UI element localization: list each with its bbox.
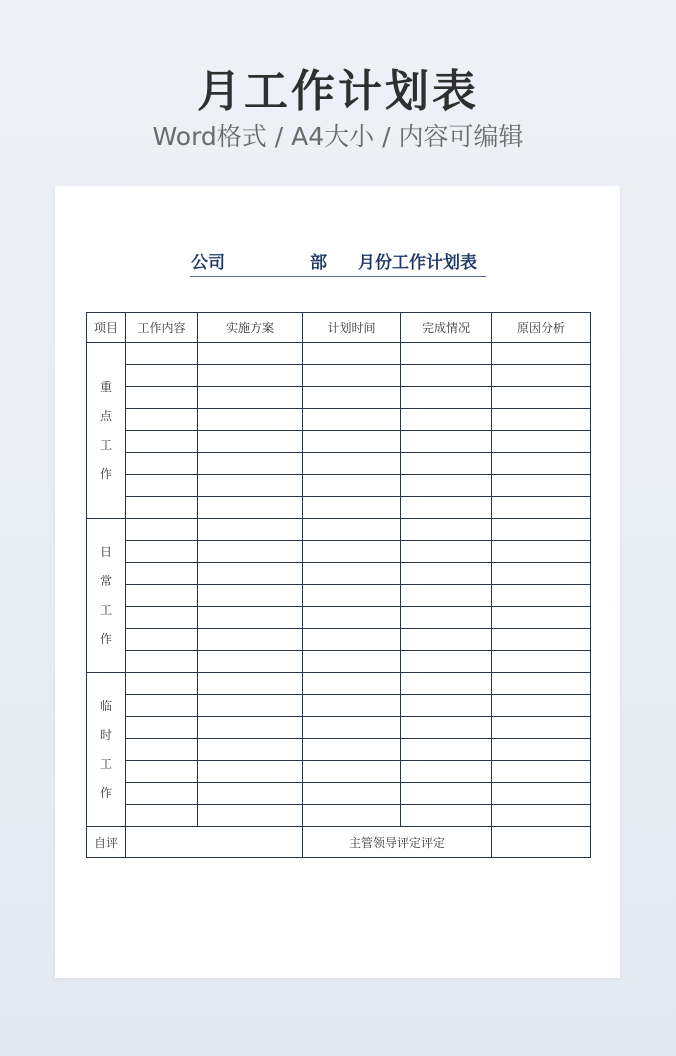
table-cell[interactable] (401, 717, 492, 739)
section-label-char: 工 (99, 756, 112, 771)
table-cell[interactable] (492, 387, 591, 409)
table-cell[interactable] (198, 761, 303, 783)
table-cell[interactable] (401, 563, 492, 585)
table-cell[interactable] (198, 651, 303, 673)
table-cell[interactable] (126, 563, 198, 585)
table-cell[interactable] (492, 497, 591, 519)
table-cell[interactable] (492, 541, 591, 563)
column-header-time: 计划时间 (303, 313, 401, 343)
table-cell[interactable] (303, 431, 401, 453)
table-row (87, 519, 591, 541)
section-label (87, 343, 126, 519)
section-label-char: 点 (99, 408, 112, 423)
table-cell[interactable] (126, 387, 198, 409)
table-cell[interactable] (303, 409, 401, 431)
table-cell[interactable] (198, 387, 303, 409)
table-cell[interactable] (126, 453, 198, 475)
table-cell[interactable] (492, 673, 591, 695)
table-cell[interactable] (126, 365, 198, 387)
page-title: 月工作计划表 (197, 66, 479, 117)
table-cell[interactable] (401, 585, 492, 607)
table-cell[interactable] (126, 695, 198, 717)
table-row (87, 365, 591, 387)
table-cell[interactable] (492, 739, 591, 761)
table-cell[interactable] (303, 739, 401, 761)
table-row (87, 475, 591, 497)
table-cell[interactable] (401, 453, 492, 475)
table-cell[interactable] (401, 673, 492, 695)
table-cell[interactable] (303, 717, 401, 739)
table-cell[interactable] (198, 805, 303, 827)
table-cell[interactable] (401, 431, 492, 453)
table-cell[interactable] (401, 475, 492, 497)
table-cell[interactable] (492, 717, 591, 739)
table-cell[interactable] (401, 365, 492, 387)
table-cell[interactable] (126, 673, 198, 695)
section-label-char: 重 (99, 379, 112, 394)
table-cell[interactable] (303, 607, 401, 629)
table-cell[interactable] (401, 607, 492, 629)
table-cell[interactable] (492, 629, 591, 651)
table-cell[interactable] (198, 563, 303, 585)
table-cell[interactable] (401, 519, 492, 541)
table-cell[interactable] (126, 431, 198, 453)
table-cell[interactable] (492, 695, 591, 717)
column-header-reason: 原因分析 (492, 313, 591, 343)
table-cell[interactable] (126, 607, 198, 629)
column-header-content: 工作内容 (126, 313, 198, 343)
table-row (87, 431, 591, 453)
table-cell[interactable] (198, 497, 303, 519)
table-row (87, 629, 591, 651)
table-cell[interactable] (303, 365, 401, 387)
table-cell[interactable] (401, 629, 492, 651)
table-cell[interactable] (198, 717, 303, 739)
table-cell[interactable] (303, 563, 401, 585)
table-cell[interactable] (401, 343, 492, 365)
table-cell[interactable] (303, 673, 401, 695)
table-row (87, 585, 591, 607)
table-cell[interactable] (198, 629, 303, 651)
section-label-char: 常 (99, 573, 112, 588)
section-label-char: 工 (99, 602, 112, 617)
table-cell[interactable] (303, 783, 401, 805)
document-page (55, 186, 620, 978)
table-cell[interactable] (401, 739, 492, 761)
table-cell[interactable] (401, 541, 492, 563)
table-cell[interactable] (126, 761, 198, 783)
table-row (87, 739, 591, 761)
table-row (87, 343, 591, 365)
manager-eval-cell[interactable] (492, 827, 591, 858)
table-cell[interactable] (198, 453, 303, 475)
section-label-char: 日 (99, 544, 112, 559)
table-row (87, 563, 591, 585)
table-cell[interactable] (492, 585, 591, 607)
table-cell[interactable] (198, 431, 303, 453)
table-cell[interactable] (492, 365, 591, 387)
work-plan-table (86, 312, 591, 858)
table-cell[interactable] (401, 387, 492, 409)
table-cell[interactable] (126, 783, 198, 805)
table-row (87, 409, 591, 431)
table-row (87, 673, 591, 695)
table-cell[interactable] (303, 805, 401, 827)
section-label-char: 作 (99, 466, 112, 481)
table-cell[interactable] (303, 453, 401, 475)
table-cell[interactable] (492, 343, 591, 365)
table-cell[interactable] (198, 409, 303, 431)
table-cell[interactable] (126, 717, 198, 739)
section-label (87, 519, 126, 673)
title-month-plan[interactable]: 月份工作计划表 (358, 253, 477, 273)
table-cell[interactable] (492, 607, 591, 629)
table-cell[interactable] (492, 475, 591, 497)
table-cell[interactable] (303, 343, 401, 365)
table-cell[interactable] (303, 651, 401, 673)
table-cell[interactable] (492, 431, 591, 453)
document-title (190, 252, 486, 277)
title-department[interactable]: 部 (310, 253, 327, 273)
table-cell[interactable] (492, 453, 591, 475)
table-cell[interactable] (126, 805, 198, 827)
table-row (87, 761, 591, 783)
table-row (87, 497, 591, 519)
section-label-char: 作 (99, 785, 112, 800)
header-row (87, 313, 591, 343)
section-label-char: 时 (99, 727, 112, 742)
table-cell[interactable] (126, 541, 198, 563)
table-cell[interactable] (492, 563, 591, 585)
table-row (87, 805, 591, 827)
table-cell[interactable] (401, 695, 492, 717)
table-cell[interactable] (198, 519, 303, 541)
section-label (87, 673, 126, 827)
table-cell[interactable] (401, 409, 492, 431)
table-cell[interactable] (198, 585, 303, 607)
table-cell[interactable] (198, 365, 303, 387)
table-row (87, 387, 591, 409)
table-cell[interactable] (198, 783, 303, 805)
table-cell[interactable] (401, 761, 492, 783)
table-cell[interactable] (492, 409, 591, 431)
table-cell[interactable] (303, 695, 401, 717)
table-cell[interactable] (198, 343, 303, 365)
manager-eval-label: 主管领导评定评定 (303, 827, 492, 858)
table-cell[interactable] (126, 475, 198, 497)
table-cell[interactable] (303, 761, 401, 783)
table-cell[interactable] (401, 497, 492, 519)
table-row (87, 717, 591, 739)
self-eval-cell[interactable] (126, 827, 303, 858)
section-label-char: 工 (99, 437, 112, 452)
table-cell[interactable] (198, 673, 303, 695)
column-header-status: 完成情况 (401, 313, 492, 343)
table-cell[interactable] (126, 409, 198, 431)
table-cell[interactable] (401, 805, 492, 827)
table-cell[interactable] (126, 585, 198, 607)
table-cell[interactable] (198, 607, 303, 629)
footer-row (87, 827, 591, 858)
table-cell[interactable] (303, 629, 401, 651)
table-cell[interactable] (126, 519, 198, 541)
column-header-item: 项目 (87, 313, 126, 343)
table-cell[interactable] (126, 739, 198, 761)
page-subtitle: Word格式 / A4大小 / 内容可编辑 (152, 122, 524, 151)
table-cell[interactable] (492, 805, 591, 827)
table-cell[interactable] (198, 541, 303, 563)
table-cell[interactable] (303, 475, 401, 497)
table-cell[interactable] (303, 387, 401, 409)
table-cell[interactable] (492, 519, 591, 541)
table-cell[interactable] (303, 519, 401, 541)
table-cell[interactable] (126, 651, 198, 673)
table-cell[interactable] (198, 739, 303, 761)
table-cell[interactable] (303, 585, 401, 607)
self-eval-label: 自评 (87, 827, 126, 858)
table-row (87, 695, 591, 717)
table-row (87, 651, 591, 673)
table-cell[interactable] (198, 475, 303, 497)
section-label-char: 作 (99, 631, 112, 646)
table-row (87, 783, 591, 805)
title-company[interactable]: 公司 (191, 253, 225, 273)
table-cell[interactable] (126, 629, 198, 651)
table-body (87, 343, 591, 827)
table-row (87, 453, 591, 475)
table-cell[interactable] (492, 651, 591, 673)
table-cell[interactable] (401, 783, 492, 805)
table-cell[interactable] (401, 651, 492, 673)
table-row (87, 607, 591, 629)
table-cell[interactable] (303, 497, 401, 519)
table-cell[interactable] (126, 343, 198, 365)
column-header-plan: 实施方案 (198, 313, 303, 343)
table-cell[interactable] (198, 695, 303, 717)
table-row (87, 541, 591, 563)
table-cell[interactable] (492, 761, 591, 783)
section-label-char: 临 (99, 698, 112, 713)
table-cell[interactable] (492, 783, 591, 805)
table-cell[interactable] (126, 497, 198, 519)
table-cell[interactable] (303, 541, 401, 563)
